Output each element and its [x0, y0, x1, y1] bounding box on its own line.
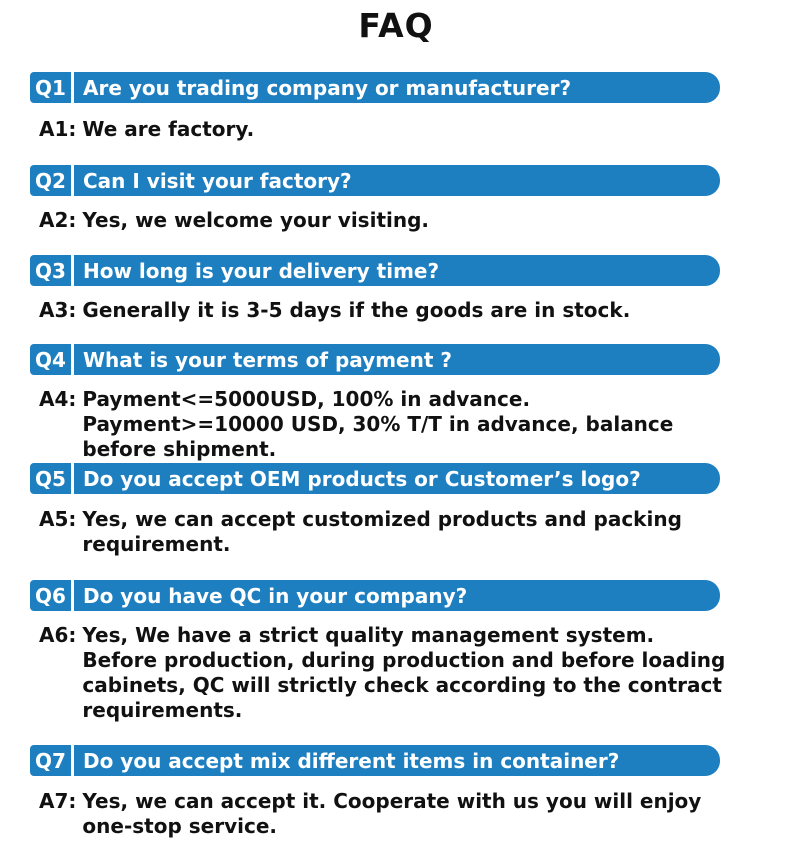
question-bar-6: [30, 580, 720, 611]
question-tag: Q3: [30, 255, 74, 286]
question-bar-1: [30, 72, 720, 103]
answer-5: [39, 507, 729, 557]
question-text: How long is your delivery time?: [83, 258, 440, 283]
answer-text: Yes, we welcome your visiting.: [82, 208, 430, 232]
answer-text: We are factory.: [82, 117, 255, 141]
question-bar-2: [30, 165, 720, 196]
answer-4: [39, 387, 729, 462]
question-text: Do you accept OEM products or Customer’s logo?: [83, 466, 641, 491]
answer-text: Yes, we can accept customized products and packing requirement.: [82, 507, 682, 556]
answer-3: [39, 298, 729, 323]
answer-label: A2:: [39, 208, 77, 232]
answer-text: Payment<=5000USD, 100% in advance. Payment>=10000 USD, 30% T/T in advance, balance before shipment.: [82, 387, 674, 461]
question-tag: Q6: [30, 580, 74, 611]
question-text: Do you accept mix different items in container?: [83, 748, 620, 773]
question-text: Are you trading company or manufacturer?: [83, 75, 572, 100]
answer-label: A6:: [39, 623, 77, 647]
answer-2: [39, 208, 729, 233]
question-text: Do you have QC in your company?: [83, 583, 468, 608]
question-tag: Q5: [30, 463, 74, 494]
answer-6: [39, 623, 729, 723]
answer-label: A4:: [39, 387, 77, 411]
answer-1: [39, 117, 729, 142]
page-title: FAQ: [358, 6, 434, 45]
question-tag: Q7: [30, 745, 74, 776]
question-tag: Q2: [30, 165, 74, 196]
answer-7: [39, 789, 729, 839]
answer-label: A5:: [39, 507, 77, 531]
question-bar-3: [30, 255, 720, 286]
question-tag: Q1: [30, 72, 74, 103]
answer-text: Generally it is 3-5 days if the goods are in stock.: [82, 298, 631, 322]
answer-label: A3:: [39, 298, 77, 322]
question-text: Can I visit your factory?: [83, 168, 352, 193]
question-tag: Q4: [30, 344, 74, 375]
question-bar-4: [30, 344, 720, 375]
answer-text: Yes, we can accept it. Cooperate with us you will enjoy one-stop service.: [82, 789, 702, 838]
question-bar-7: [30, 745, 720, 776]
answer-label: A1:: [39, 117, 77, 141]
answer-label: A7:: [39, 789, 77, 813]
question-bar-5: [30, 463, 720, 494]
question-text: What is your terms of payment ?: [83, 347, 452, 372]
answer-text: Yes, We have a strict quality management system. Before production, during production and before loading cabinets, QC will strictly check according to the contract requirements.: [82, 623, 726, 722]
